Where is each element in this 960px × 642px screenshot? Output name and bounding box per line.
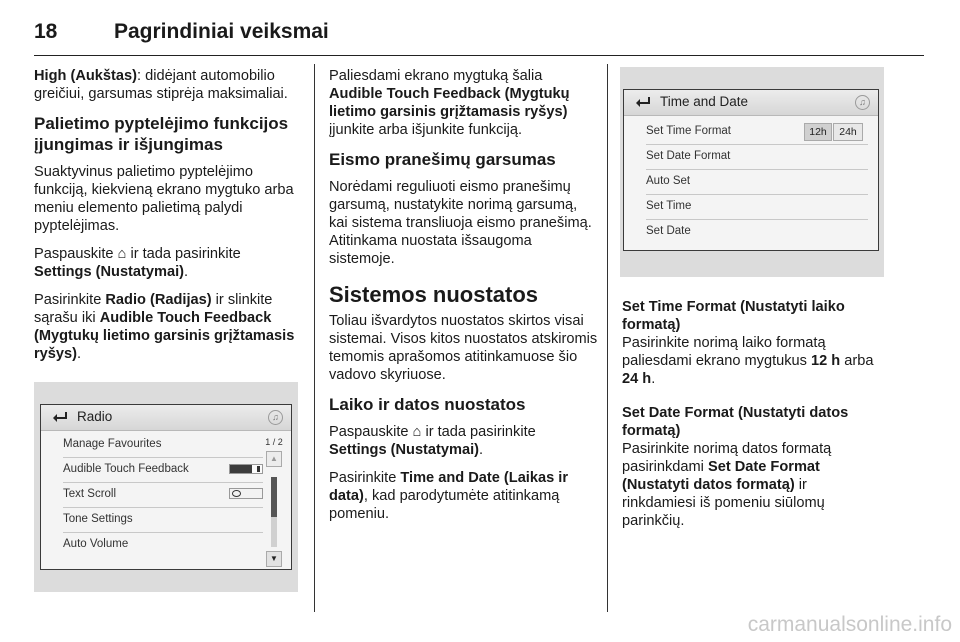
stf-24h: 24 h: [622, 371, 652, 387]
settings-term: Settings (Nustatymai): [329, 442, 480, 458]
touch-heading: Palietimo pyptelėjimo funkcijos įjungimas ir išjungimas: [34, 114, 289, 154]
intro-text-1: Paliesdami ekrano mygtuką šalia: [329, 68, 543, 84]
menu-item-label: Set Date Format: [646, 150, 731, 162]
time-date-screen: [623, 89, 879, 251]
intro-paragraph: [329, 67, 599, 139]
time-date-term: Time and Date (Laikas ir data): [329, 470, 568, 504]
chapter-title: Pagrindiniai veiksmai: [114, 20, 329, 43]
press-paragraph: [34, 245, 302, 281]
watermark-url: carmanualsonline.info: [747, 613, 952, 636]
select-prefix: Pasirinkite: [329, 470, 401, 486]
radio-screen-title: Radio: [77, 409, 113, 424]
menu-item-label: Set Time: [646, 200, 692, 212]
scroll-up-button[interactable]: ▲: [266, 451, 282, 467]
atf-slider-thumb: [257, 466, 260, 472]
atf-term: Audible Touch Feedback (Mygtukų lietimo garsinis grįžtamasis ryšys): [34, 310, 295, 362]
sdf-text-2: ir rinkdamiesi iš pomeniu siūlomų parinkčių.: [622, 477, 825, 529]
column-right: [622, 298, 884, 540]
select-paragraph: [34, 291, 302, 363]
radio-screen-figure: [34, 382, 298, 592]
text-scroll-toggle[interactable]: [229, 488, 263, 499]
set-date-format-paragraph: [622, 440, 884, 530]
page-indicator: 1 / 2: [265, 437, 283, 447]
time-date-screen-figure: [620, 67, 884, 277]
select-middle: ir slinkite sąrašu iki: [34, 292, 273, 326]
intro-text-2: įjunkite arba išjunkite funkciją.: [329, 122, 523, 138]
page-number: 18: [34, 20, 58, 43]
scrollbar-thumb[interactable]: [271, 477, 277, 517]
page-header: [34, 0, 924, 56]
sdf-text-1: Pasirinkite norimą datos formatą pasirinkdami: [622, 441, 832, 475]
messages-paragraph: Norėdami reguliuoti eismo pranešimų garsumą, nustatykite norimą garsumą, kai sistema transliuoja eismo pranešimą. Atitinkama nuostata išsaugoma sistemoje.: [329, 179, 592, 267]
stf-text-3: .: [651, 371, 656, 387]
system-paragraph: Toliau išvardytos nuostatos skirtos visai sistemai. Visos kitos nuostatos atskiromis temomis aprašomos atitinkamuose šio vadovo skyriuose.: [329, 313, 598, 383]
select-prefix: Pasirinkite: [34, 292, 106, 308]
press-paragraph-2: [329, 423, 599, 459]
intro-term: Audible Touch Feedback (Mygtukų lietimo garsinis grįžtamasis ryšys): [329, 86, 570, 120]
menu-item-label: Auto Set: [646, 175, 691, 187]
column-middle: [329, 67, 599, 533]
time-date-paragraph: [329, 469, 599, 523]
stf-12h: 12 h: [811, 353, 841, 369]
set-time-format-heading: Set Time Format (Nustatyti laiko formatą): [622, 299, 845, 333]
high-description: : didėjant automobilio greičiui, garsumas stiprėja maksimaliai.: [34, 68, 288, 102]
home-icon: ⌂: [117, 246, 127, 262]
radio-title-bar: [41, 405, 291, 431]
menu-item-label: Set Time Format: [646, 125, 731, 137]
press-suffix: ir tada pasirinkite: [126, 246, 241, 262]
menu-item-label: Set Date: [646, 225, 691, 237]
menu-item-label: Audible Touch Feedback: [63, 463, 189, 475]
menu-item-audible-touch-feedback[interactable]: [63, 458, 263, 483]
radio-screen: [40, 404, 292, 570]
menu-item-manage-favourites[interactable]: [63, 433, 263, 458]
menu-item-auto-set[interactable]: [646, 170, 868, 195]
sound-icon[interactable]: ♫: [855, 95, 870, 110]
select-end: .: [77, 346, 82, 362]
back-arrow-icon[interactable]: [634, 94, 652, 110]
time-heading: Laiko ir datos nuostatos: [329, 395, 526, 414]
set-time-format-paragraph: [622, 334, 884, 388]
press-prefix: Paspauskite: [34, 246, 118, 262]
menu-item-label: Manage Favourites: [63, 438, 162, 450]
time-date-screen-title: Time and Date: [660, 94, 749, 109]
system-heading: Sistemos nuostatos: [329, 282, 539, 307]
format-24h-button[interactable]: 24h: [833, 123, 863, 141]
settings-term: Settings (Nustatymai): [34, 264, 185, 280]
press-suffix: ir tada pasirinkite: [421, 424, 536, 440]
format-12h-button[interactable]: 12h: [804, 123, 832, 141]
toggle-knob-icon: [232, 490, 241, 497]
menu-item-set-time[interactable]: [646, 195, 868, 220]
select-end: , kad parodytumėte atitinkamą pomeniu.: [329, 488, 560, 522]
scrollbar[interactable]: [271, 477, 277, 547]
menu-item-set-date-format[interactable]: [646, 145, 868, 170]
radio-term: Radio (Radijas): [105, 292, 212, 308]
high-paragraph: [34, 67, 302, 103]
scroll-down-button[interactable]: ▼: [266, 551, 282, 567]
time-date-title-bar: [624, 90, 878, 116]
menu-item-label: Tone Settings: [63, 513, 133, 525]
high-term: High (Aukštas): [34, 68, 137, 84]
menu-item-set-time-format[interactable]: [646, 120, 868, 145]
stf-text-1: Pasirinkite norimą laiko formatą paliesdami ekrano mygtukus: [622, 335, 826, 369]
touch-paragraph: Suaktyvinus palietimo pyptelėjimo funkciją, kiekvieną ekrano mygtuko arba meniu elemento palietimą palydi pyptelėjimas.: [34, 164, 294, 234]
menu-item-text-scroll[interactable]: [63, 483, 263, 508]
back-arrow-icon[interactable]: [51, 409, 69, 425]
press-prefix: Paspauskite: [329, 424, 413, 440]
period: .: [479, 442, 484, 458]
home-icon: ⌂: [412, 424, 422, 440]
stf-text-2: arba: [840, 353, 874, 369]
sound-icon[interactable]: ♫: [268, 410, 283, 425]
menu-item-label: Auto Volume: [63, 538, 129, 550]
column-left: [34, 67, 302, 373]
menu-item-tone-settings[interactable]: [63, 508, 263, 533]
set-date-format-heading: Set Date Format (Nustatyti datos formatą): [622, 405, 849, 439]
atf-slider[interactable]: [229, 464, 263, 474]
messages-heading: Eismo pranešimų garsumas: [329, 150, 556, 169]
menu-item-set-date[interactable]: [646, 220, 868, 245]
menu-item-auto-volume[interactable]: [63, 533, 263, 558]
menu-item-label: Text Scroll: [63, 488, 117, 500]
column-divider-left: [314, 64, 315, 612]
column-divider-right: [607, 64, 608, 612]
sdf-term: Set Date Format (Nustatyti datos formatą): [622, 459, 820, 493]
scroll-column: [263, 435, 285, 563]
period: .: [184, 264, 189, 280]
atf-slider-fill: [230, 465, 252, 473]
